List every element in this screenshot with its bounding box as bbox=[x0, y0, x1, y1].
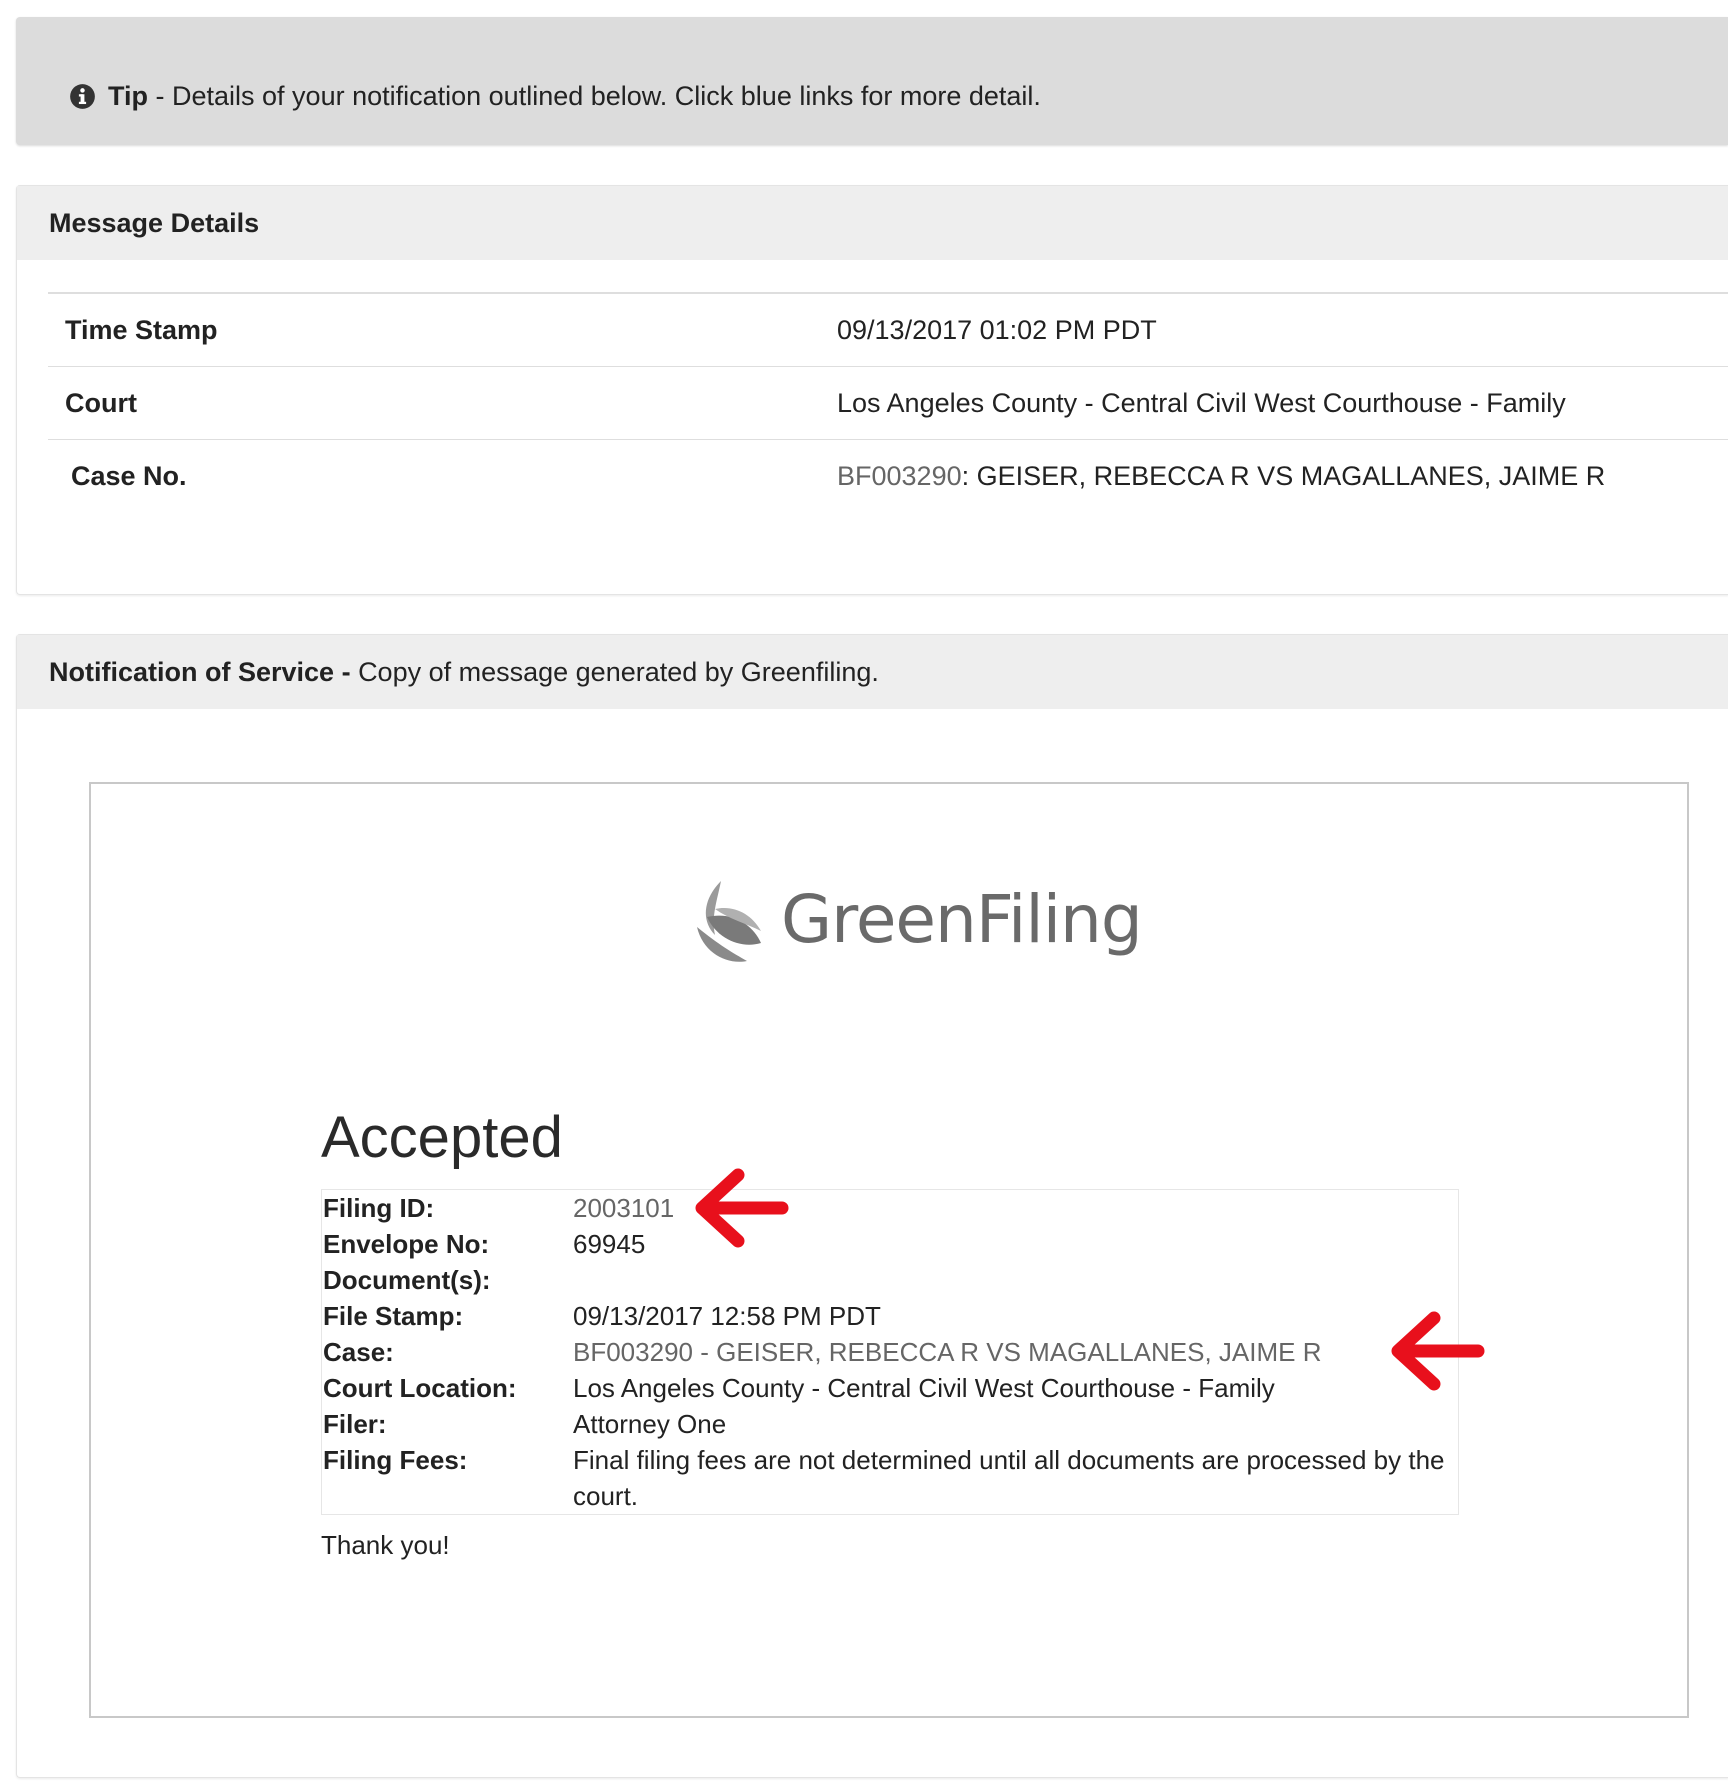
file-stamp-label: File Stamp: bbox=[323, 1301, 464, 1331]
tip-row bbox=[69, 81, 1041, 112]
envelope-no-label: Envelope No: bbox=[323, 1229, 490, 1259]
case-label: Case: bbox=[323, 1337, 394, 1367]
notification-header bbox=[17, 635, 1728, 709]
tip-banner bbox=[16, 17, 1728, 145]
tip-text: Details of your notification outlined below. Click blue links for more detail. bbox=[172, 81, 1041, 111]
details-row-time-stamp bbox=[48, 294, 1728, 367]
case-link[interactable]: BF003290 - GEISER, REBECCA R VS MAGALLANES, JAIME R bbox=[573, 1337, 1322, 1367]
details-row-court bbox=[48, 367, 1728, 440]
court-label: Court bbox=[65, 387, 137, 418]
case-number-link[interactable]: BF003290 bbox=[837, 460, 962, 491]
greenfiling-logo-icon bbox=[693, 869, 773, 979]
filer-label: Filer: bbox=[323, 1409, 387, 1439]
filing-fees-value: Final filing fees are not determined until all documents are processed by the court. bbox=[573, 1445, 1445, 1511]
message-details-panel bbox=[16, 185, 1728, 595]
tip-separator: - bbox=[148, 81, 172, 111]
arrow-left-icon bbox=[1386, 1308, 1486, 1394]
envelope-no-value: 69945 bbox=[573, 1229, 646, 1259]
filing-id-link[interactable]: 2003101 bbox=[573, 1193, 675, 1223]
filing-fees-label: Filing Fees: bbox=[323, 1445, 468, 1475]
notification-title: Notification of Service bbox=[49, 656, 335, 687]
info-icon bbox=[69, 83, 96, 110]
file-stamp-value: 09/13/2017 12:58 PM PDT bbox=[573, 1301, 881, 1331]
greenfiling-logo-text: GreenFiling bbox=[781, 881, 1142, 958]
notification-message-frame bbox=[89, 782, 1689, 1718]
filing-info-box bbox=[321, 1189, 1459, 1515]
time-stamp-label: Time Stamp bbox=[65, 314, 218, 345]
message-details-table bbox=[48, 292, 1728, 512]
arrow-left-icon bbox=[690, 1165, 790, 1251]
case-title-text: : GEISER, REBECCA R VS MAGALLANES, JAIME R bbox=[961, 460, 1606, 491]
filing-id-label: Filing ID: bbox=[323, 1193, 435, 1223]
details-row-case-no bbox=[48, 440, 1728, 512]
message-details-title: Message Details bbox=[49, 207, 260, 238]
closing-text: Thank you! bbox=[321, 1530, 450, 1560]
notification-title-separator: - bbox=[334, 656, 359, 687]
notification-subtitle: Copy of message generated by Greenfiling. bbox=[358, 656, 879, 687]
greenfiling-logo bbox=[693, 869, 1142, 979]
time-stamp-value: 09/13/2017 01:02 PM PDT bbox=[837, 314, 1157, 345]
case-no-label: Case No. bbox=[71, 460, 187, 491]
filer-value: Attorney One bbox=[573, 1409, 727, 1439]
status-heading: Accepted bbox=[321, 1105, 563, 1170]
documents-label: Document(s): bbox=[323, 1265, 491, 1295]
tip-label: Tip bbox=[108, 81, 148, 111]
notification-of-service-panel bbox=[16, 634, 1728, 1778]
message-details-header bbox=[17, 186, 1728, 260]
case-no-value bbox=[837, 461, 1605, 492]
court-location-label: Court Location: bbox=[323, 1373, 517, 1403]
court-location-value: Los Angeles County - Central Civil West Courthouse - Family bbox=[573, 1373, 1275, 1403]
court-value: Los Angeles County - Central Civil West Courthouse - Family bbox=[837, 387, 1566, 418]
